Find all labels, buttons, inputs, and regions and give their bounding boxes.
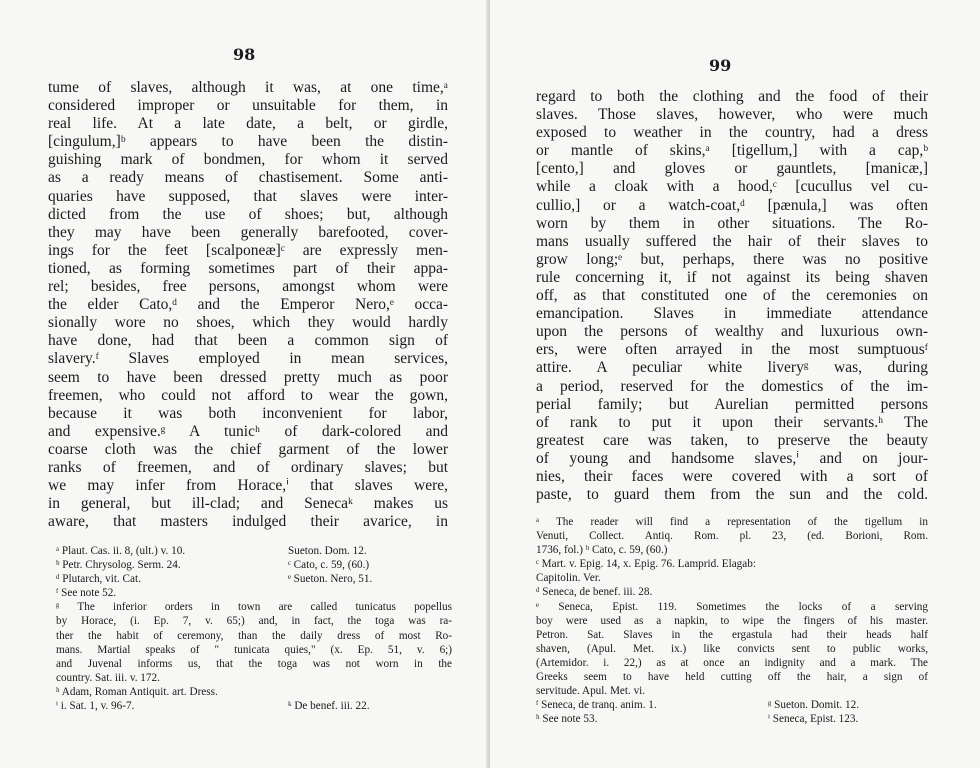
text-line: in general, but ill-clad; and Senecaᵏ makes us <box>48 495 448 513</box>
text-line: tume of slaves, although it was, at one time,ᵃ <box>48 79 448 96</box>
text-line: ᶠ See note 52. <box>56 587 117 600</box>
text-line: of rank to put it upon their servants.ʰ The <box>536 413 928 431</box>
footnote: ᵍ Sueton. Domit. 12. <box>768 699 860 712</box>
text-line: slaves. Those slaves, however, who were much <box>536 106 928 124</box>
footnote-row <box>56 699 452 713</box>
text-line: have done, had that been a common sign of <box>48 332 448 350</box>
text-line: because it was both inconvenient for labor, <box>48 404 448 422</box>
footnote: Sueton. Dom. 12. <box>288 545 367 557</box>
text-line: mans. Martial speaks of " tunicata quies," (x. Ep. 51, v. 6;) <box>56 643 452 656</box>
text-line: grow long;ᵉ but, perhaps, there was no positive <box>536 250 928 268</box>
text-line: off, as that constituted one of the ceremonies on <box>536 287 928 305</box>
text-line: cullio,] or a watch-coat,ᵈ [pænula,] was often <box>536 196 928 214</box>
text-line: ranks of freemen, and of ordinary slaves; but <box>48 458 448 476</box>
text-line: upon the persons of wealthy and luxurious own- <box>536 323 928 341</box>
text-line: country. Sat. iii. v. 172. <box>56 671 160 684</box>
text-line: emancipation. Slaves in immediate attendance <box>536 305 928 323</box>
footnote: ᶠ Seneca, de tranq. anim. 1. <box>536 699 657 712</box>
text-line: exposed to weather in the country, had a dress <box>536 124 928 142</box>
text-line: the elder Cato,ᵈ and the Emperor Nero,ᵉ occa- <box>48 296 448 314</box>
text-line: shaven, (Apul. Met. ix.) like convicts sent to public works, <box>536 642 928 655</box>
text-line: perial family; but Aurelian permitted persons <box>536 395 928 413</box>
text-line: real life. At a late date, a belt, or girdle, <box>48 115 448 133</box>
page-number: 99 <box>709 56 732 75</box>
text-line: rule concerning it, if not against its being shaven <box>536 268 928 286</box>
text-line: Capitolin. Ver. <box>536 572 601 585</box>
text-line: considered improper or unsuitable for them, in <box>48 97 448 115</box>
text-line: paste, to guard them from the sun and the cold. <box>536 486 928 504</box>
footnote: ⁱ Seneca, Epist. 123. <box>768 713 859 726</box>
text-line: attire. A peculiar white liveryᵍ was, during <box>536 359 928 377</box>
footnote-row <box>536 698 928 712</box>
text-line: ther the habit of ceremony, than the daily dress of most Ro- <box>56 629 452 642</box>
text-line: dicted from the use of shoes; but, although <box>48 205 448 223</box>
page-number: 98 <box>233 45 256 64</box>
footnote-row <box>56 558 452 572</box>
text-line: regard to both the clothing and the food of their <box>536 88 928 105</box>
text-line: 1736, fol.) ᵇ Cato, c. 59, (60.) <box>536 544 668 557</box>
text-line: mans usually suffered the hair of their slaves to <box>536 232 928 250</box>
footnotes <box>536 515 928 726</box>
text-line: (Artemidor. i. 22,) as at once an indignity and a mark. The <box>536 656 928 669</box>
text-line: ᵈ Seneca, de benef. iii. 28. <box>536 586 653 599</box>
text-line: coarse cloth was the chief garment of the lower <box>48 440 448 458</box>
text-line: Petron. Sat. Slaves in the ergastula had their heads half <box>536 628 928 641</box>
footnote: ᵃ Plaut. Cas. ii. 8, (ult.) v. 10. <box>56 545 186 557</box>
text-line: ᵍ The inferior orders in town are called tunicatus popellus <box>56 601 452 614</box>
text-line: guishing mark of bondmen, for whom it served <box>48 151 448 169</box>
text-line: they may have been generally barefooted, cover- <box>48 223 448 241</box>
text-line: slavery.ᶠ Slaves employed in mean services, <box>48 350 448 368</box>
text-line: Venuti, Collect. Antiq. Rom. pl. 23, (ed. Borioni, Rom. <box>536 530 928 543</box>
footnote-row <box>56 544 452 558</box>
text-line: quaries have supposed, that slaves were inter- <box>48 187 448 205</box>
text-line: by Horace, (i. Ep. 7, v. 65;) and, in fact, the toga was ra- <box>56 615 452 628</box>
text-line: freemen, who could not afford to wear the gown, <box>48 386 448 404</box>
text-line: [cento,] and gloves or gauntlets, [manicæ,] <box>536 160 928 178</box>
text-line: while a cloak with a hood,ᶜ [cucullus vel cu- <box>536 178 928 196</box>
footnotes <box>56 544 452 713</box>
text-line: aware, that masters indulged their avarice, in <box>48 513 448 531</box>
text-line: worn by them in other situations. The Ro- <box>536 214 928 232</box>
footnote-row <box>536 712 928 726</box>
text-line: ᶜ Mart. v. Epig. 14, x. Epig. 76. Lamprid. Elagab: <box>536 558 756 571</box>
right-page <box>490 0 980 768</box>
text-line: of young and handsome slaves,ⁱ and on jour- <box>536 449 928 467</box>
text-line: [cingulum,]ᵇ appears to have been the distin- <box>48 133 448 151</box>
text-line: and Juvenal informs us, that the toga was not worn in the <box>56 657 452 670</box>
text-line: ᵃ The reader will find a representation of the tigellum in <box>536 516 928 528</box>
footnote: ᵇ Petr. Chrysolog. Serm. 24. <box>56 559 181 572</box>
footnote: ᶜ Cato, c. 59, (60.) <box>288 559 370 572</box>
text-line: seem to have been dressed pretty much as poor <box>48 368 448 386</box>
text-line: nies, their faces were covered with a sort of <box>536 467 928 485</box>
text-line: rel; besides, free persons, amongst whom were <box>48 278 448 296</box>
text-line: as a ready means of chastisement. Some anti- <box>48 169 448 187</box>
text-line: ᵉ Seneca, Epist. 119. Sometimes the locks of a serving <box>536 600 928 613</box>
text-line: tioned, as forming sometimes part of their appa- <box>48 259 448 277</box>
footnote: ᵏ De benef. iii. 22. <box>288 700 370 713</box>
text-line: and expensive.ᵍ A tunicʰ of dark-colored and <box>48 422 448 440</box>
text-line: or mantle of skins,ᵃ [tigellum,] with a cap,ᵇ <box>536 142 928 160</box>
footnote: ʰ See note 53. <box>536 713 598 726</box>
text-line: ings for the feet [scalponeæ]ᶜ are expressly men- <box>48 241 448 259</box>
text-line: servitude. Apul. Met. vi. <box>536 685 646 698</box>
text-line: a period, reserved for the domestics of the im- <box>536 377 928 395</box>
text-line: sionally wore no shoes, which they would hardly <box>48 314 448 332</box>
text-line: ers, were often arrayed in the most sumptuousᶠ <box>536 341 928 359</box>
text-line: greatest care was taken, to preserve the beauty <box>536 431 928 449</box>
body-text <box>536 88 928 504</box>
footnote: ᵈ Plutarch, vit. Cat. <box>56 573 141 586</box>
footnote-row <box>56 572 452 586</box>
text-line: ʰ Adam, Roman Antiquit. art. Dress. <box>56 685 218 698</box>
footnote: ⁱ i. Sat. 1, v. 96-7. <box>56 700 135 713</box>
body-text <box>48 79 448 531</box>
text-line: we may infer from Horace,ⁱ that slaves were, <box>48 477 448 495</box>
text-line: Greeks seem to have held cutting off the hair, a sign of <box>536 671 928 684</box>
text-line: boy were used as a napkin, to wipe the fingers of his master. <box>536 614 928 627</box>
footnote: ᵉ Sueton. Nero, 51. <box>288 573 373 586</box>
